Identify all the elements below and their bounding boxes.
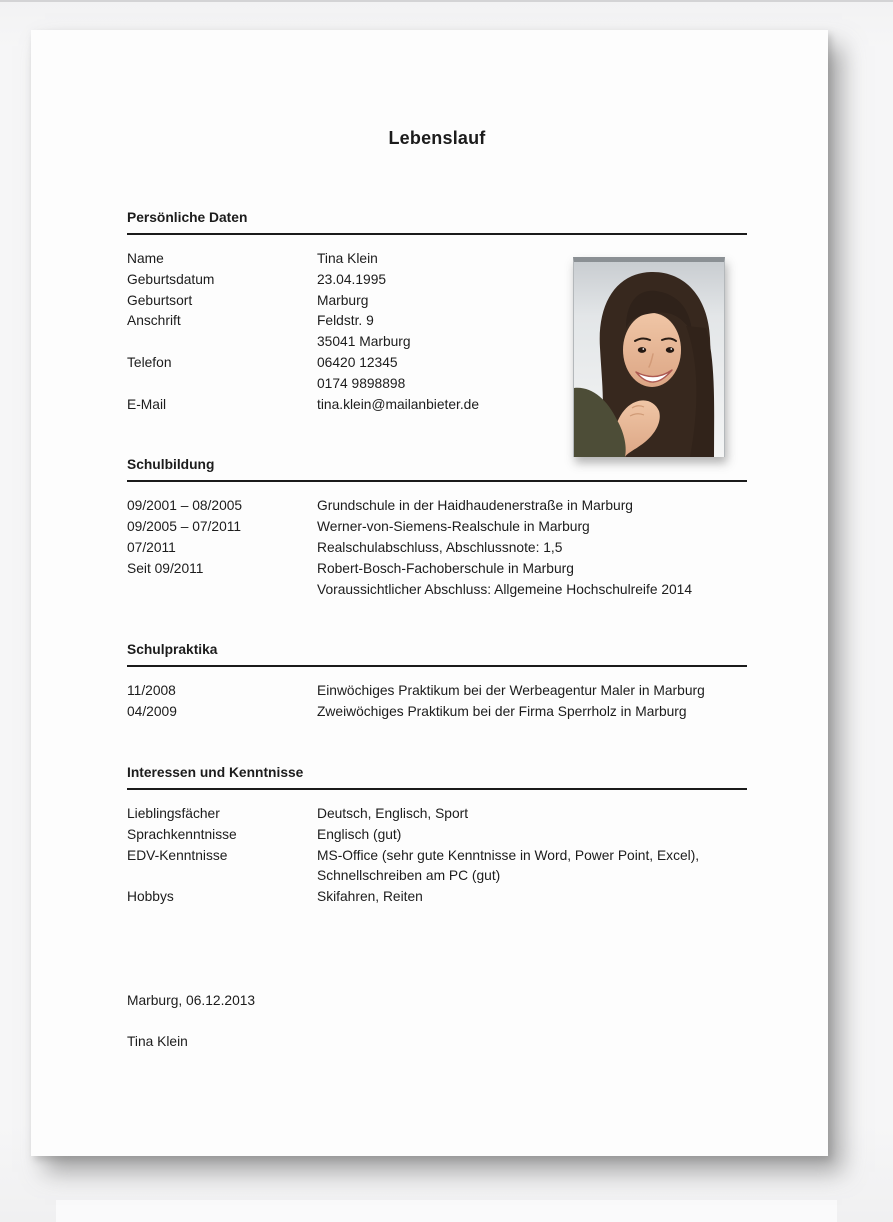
interest-row bbox=[127, 846, 747, 888]
signature-name: Tina Klein bbox=[127, 1033, 188, 1049]
education-row bbox=[127, 538, 747, 559]
row-value bbox=[317, 559, 747, 601]
section-divider bbox=[127, 665, 747, 667]
personal-rows bbox=[127, 249, 747, 415]
interest-row bbox=[127, 825, 747, 846]
row-value-line: 06420 12345 bbox=[317, 354, 398, 370]
row-label: Sprachkenntnisse bbox=[127, 826, 237, 842]
section-personal-data bbox=[127, 208, 747, 415]
place-and-date: Marburg, 06.12.2013 bbox=[127, 992, 256, 1008]
personal-row bbox=[127, 270, 747, 291]
internship-rows bbox=[127, 681, 747, 723]
row-date: 09/2001 – 08/2005 bbox=[127, 498, 243, 514]
row-value-line: Robert-Bosch-Fachoberschule in Marburg bbox=[317, 560, 574, 576]
page-title: Lebenslauf bbox=[388, 128, 486, 148]
row-label: Anschrift bbox=[127, 313, 181, 329]
row-value: Zweiwöchiges Praktikum bei der Firma Sperrholz in Marburg bbox=[317, 704, 687, 720]
row-value: Englisch (gut) bbox=[317, 826, 402, 842]
interest-row bbox=[127, 887, 747, 908]
row-label: Name bbox=[127, 251, 164, 266]
row-label: Geburtsdatum bbox=[127, 271, 215, 287]
interest-rows bbox=[127, 804, 747, 908]
row-date: 09/2005 – 07/2011 bbox=[127, 519, 242, 535]
row-value: 23.04.1995 bbox=[317, 271, 387, 287]
internship-row bbox=[127, 681, 747, 702]
row-value: Werner-von-Siemens-Realschule in Marburg bbox=[317, 519, 590, 535]
section-interests bbox=[127, 763, 747, 908]
row-value-line: Feldstr. 9 bbox=[317, 313, 374, 329]
personal-heading: Persönliche Daten bbox=[127, 210, 248, 225]
row-value: Tina Klein bbox=[317, 251, 378, 266]
section-education bbox=[127, 455, 747, 600]
row-date: Seit 09/2011 bbox=[127, 560, 204, 576]
row-value-line: Voraussichtlicher Abschluss: Allgemeine Hochschulreife 2014 bbox=[317, 581, 693, 597]
row-value: Realschulabschluss, Abschlussnote: 1,5 bbox=[317, 539, 563, 555]
underlying-sheet-edge bbox=[56, 1200, 837, 1222]
row-label: Lieblingsfächer bbox=[127, 805, 220, 821]
row-value bbox=[317, 353, 747, 395]
personal-row bbox=[127, 311, 747, 353]
row-value-line: MS-Office (sehr gute Kenntnisse in Word, Power Point, Excel), bbox=[317, 847, 700, 863]
row-value: Einwöchiges Praktikum bei der Werbeagentur Maler in Marburg bbox=[317, 683, 705, 699]
interest-row bbox=[127, 804, 747, 825]
row-date: 07/2011 bbox=[127, 539, 176, 555]
row-value: Grundschule in der Haidhaudenerstraße in Marburg bbox=[317, 498, 633, 514]
row-value-line: 0174 9898898 bbox=[317, 375, 406, 391]
internships-heading: Schulpraktika bbox=[127, 642, 218, 658]
row-value: Deutsch, Englisch, Sport bbox=[317, 805, 469, 821]
section-internships bbox=[127, 640, 747, 723]
personal-row bbox=[127, 249, 747, 270]
row-label: Geburtsort bbox=[127, 292, 193, 308]
education-heading: Schulbildung bbox=[127, 457, 215, 473]
row-label: Hobbys bbox=[127, 889, 174, 905]
internship-row bbox=[127, 702, 747, 723]
page-content bbox=[127, 30, 747, 1053]
education-row bbox=[127, 559, 747, 601]
row-value: Skifahren, Reiten bbox=[317, 889, 423, 905]
row-value-line: Schnellschreiben am PC (gut) bbox=[317, 868, 501, 884]
row-date: 11/2008 bbox=[127, 683, 176, 699]
personal-row bbox=[127, 395, 747, 416]
row-value bbox=[317, 846, 747, 888]
row-label: EDV-Kenntnisse bbox=[127, 847, 228, 863]
education-row bbox=[127, 517, 747, 538]
section-divider bbox=[127, 480, 747, 482]
section-divider bbox=[127, 233, 747, 235]
row-date: 04/2009 bbox=[127, 704, 177, 720]
row-value-line: 35041 Marburg bbox=[317, 334, 411, 350]
interests-heading: Interessen und Kenntnisse bbox=[127, 764, 304, 780]
row-value: Marburg bbox=[317, 292, 369, 308]
personal-row bbox=[127, 291, 747, 312]
row-label: E-Mail bbox=[127, 396, 167, 412]
resume-page bbox=[31, 30, 828, 1156]
row-value bbox=[317, 311, 747, 353]
section-divider bbox=[127, 788, 747, 790]
screen-top-border bbox=[0, 0, 893, 2]
education-row bbox=[127, 496, 747, 517]
personal-row bbox=[127, 353, 747, 395]
row-label: Telefon bbox=[127, 354, 172, 370]
education-rows bbox=[127, 496, 747, 600]
row-value: tina.klein@mailanbieter.de bbox=[317, 396, 480, 412]
